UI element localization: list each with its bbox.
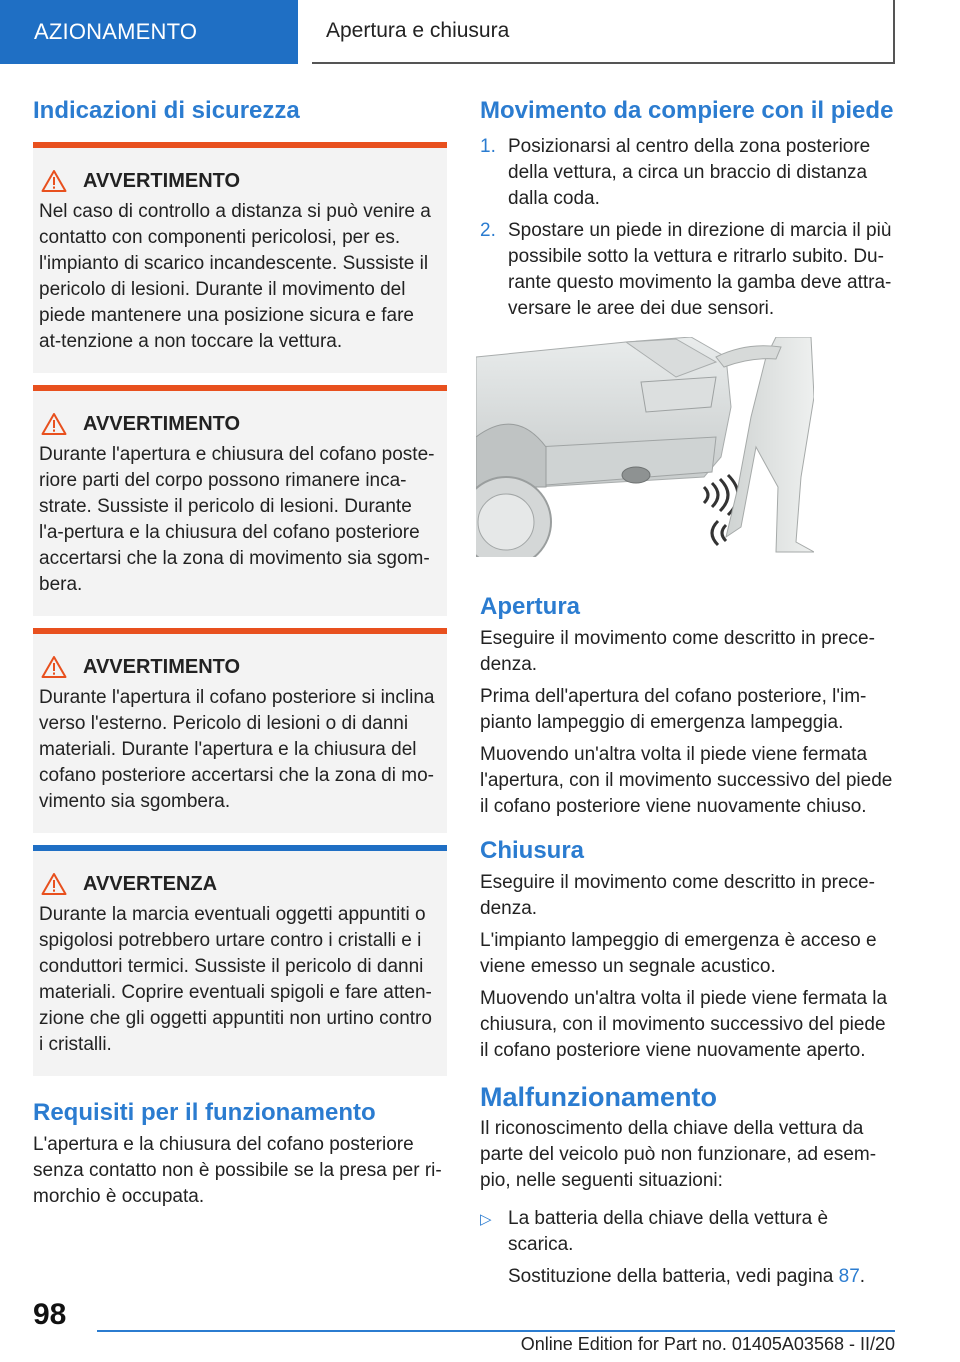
warning-box-2 xyxy=(33,385,447,616)
step-number: 2. xyxy=(480,220,496,241)
list-item xyxy=(480,218,896,322)
notice-title-row xyxy=(39,869,437,899)
list-item xyxy=(480,134,896,212)
bullet-text: La batteria della chiave della vettura è scarica. xyxy=(508,1208,829,1255)
opening-heading: Apertura xyxy=(480,593,581,620)
warning-triangle-icon xyxy=(41,412,67,436)
warning-title: AVVERTIMENTO xyxy=(83,169,241,192)
warning-text: Nel caso di controllo a distanza si può venire a contatto con componenti pericolosi, per es. l'impianto di scarico incandescente. Sussiste il pericolo di lesioni. Durante il movimento del piede mantenere una posizione sicura e fare at-tenzione a non toccare la vettura. xyxy=(39,201,431,352)
step-number: 1. xyxy=(480,136,496,157)
opening-para: Eseguire il movimento come descritto in prece-denza. xyxy=(480,628,875,675)
warning-text: Durante l'apertura il cofano posteriore si inclina verso l'esterno. Pericolo di lesioni o di danni materiali. Durante l'apertura e la chiusura del cofano posteriore accertarsi che la zona di mo-vimento sia sgombera. xyxy=(39,687,435,812)
opening-para: Muovendo un'altra volta il piede viene fermata l'apertura, con il movimento successivo del piede il cofano posteriore viene nuovamente chiuso. xyxy=(480,744,893,817)
footer-edition: Online Edition for Part no. 01405A03568 - II/20 xyxy=(520,1334,895,1354)
warning-title: AVVERTIMENTO xyxy=(83,655,241,678)
notice-box xyxy=(33,845,447,1076)
closing-para: L'impianto lampeggio di emergenza è acceso e viene emesso un segnale acustico. xyxy=(480,930,877,977)
closing-heading: Chiusura xyxy=(480,837,585,864)
warning-text: Durante l'apertura e chiusura del cofano poste-riore parti del corpo possono rimanere inca-strate. Sussiste il pericolo di lesioni. Durante l'a-pertura e la chiusura del cofano posteriore accertarsi che la zona di movimento sia sgom-bera. xyxy=(39,444,435,595)
warning-title: AVVERTIMENTO xyxy=(83,412,241,435)
see-page-text: Sostituzione della batteria, vedi pagina xyxy=(508,1266,834,1287)
warning-triangle-icon xyxy=(41,872,67,896)
opening-para: Prima dell'apertura del cofano posteriore, l'im-pianto lampeggio di emergenza lampeggia. xyxy=(480,686,867,733)
warning-title-row xyxy=(39,652,437,682)
see-page-line xyxy=(480,1264,896,1290)
foot-movement-illustration xyxy=(476,337,814,557)
exhaust-pipe xyxy=(622,467,650,483)
list-item xyxy=(480,1206,896,1258)
malfunction-heading: Malfunzionamento xyxy=(480,1082,717,1112)
warning-box-3 xyxy=(33,628,447,833)
right-column xyxy=(480,96,896,1290)
page-number: 98 xyxy=(33,1298,67,1331)
step-text: Posizionarsi al centro della zona posteriore della vettura, a circa un braccio di distanza dalla coda. xyxy=(508,136,871,209)
header-section-tab: AZIONAMENTO xyxy=(0,0,298,64)
notice-text: Durante la marcia eventuali oggetti appuntiti o spigolosi potrebbero urtare contro i cristalli e i conduttori termici. Sussiste il pericolo di danni materiali. Coprire eventuali spigoli e fare atten-zione che gli oggetti appuntiti non urtino contro i cristalli. xyxy=(39,904,432,1055)
tail-light-shape xyxy=(641,377,716,412)
closing-para: Muovendo un'altra volta il piede viene fermata la chiusura, con il movimento successivo del piede il cofano posteriore viene nuovamente aperto. xyxy=(480,988,888,1061)
warning-title-row xyxy=(39,166,437,196)
safety-heading: Indicazioni di sicurezza xyxy=(33,97,300,124)
requirements-text: L'apertura e la chiusura del cofano posteriore senza contatto non è possibile se la presa per ri-morchio è occupata. xyxy=(33,1134,442,1207)
left-column xyxy=(33,96,447,1210)
notice-title: AVVERTENZA xyxy=(83,872,218,895)
malfunction-text: Il riconoscimento della chiave della vettura da parte del veicolo può non funzionare, ad esem-pio, nelle seguenti situazioni: xyxy=(480,1118,877,1191)
page-link[interactable]: 87 xyxy=(838,1266,860,1287)
requirements-heading: Requisiti per il funzionamento xyxy=(33,1099,376,1126)
warning-title-row xyxy=(39,409,437,439)
closing-para: Eseguire il movimento come descritto in prece-denza. xyxy=(480,872,875,919)
footer-rule xyxy=(97,1330,895,1332)
warning-triangle-icon xyxy=(41,169,67,193)
triangle-bullet-icon: ▷ xyxy=(480,1211,492,1228)
header-chapter-title: Apertura e chiusura xyxy=(312,0,895,64)
movement-heading: Movimento da compiere con il piede xyxy=(480,97,894,124)
step-text: Spostare un piede in direzione di marcia il più possibile sotto la vettura e ritrarlo subito. Du-rante questo movimento la gamba deve attra-versare le aree dei due sensori. xyxy=(508,220,892,319)
see-page-suffix: . xyxy=(859,1266,866,1287)
warning-box-1 xyxy=(33,142,447,373)
movement-steps xyxy=(480,134,896,322)
warning-triangle-icon xyxy=(41,655,67,679)
